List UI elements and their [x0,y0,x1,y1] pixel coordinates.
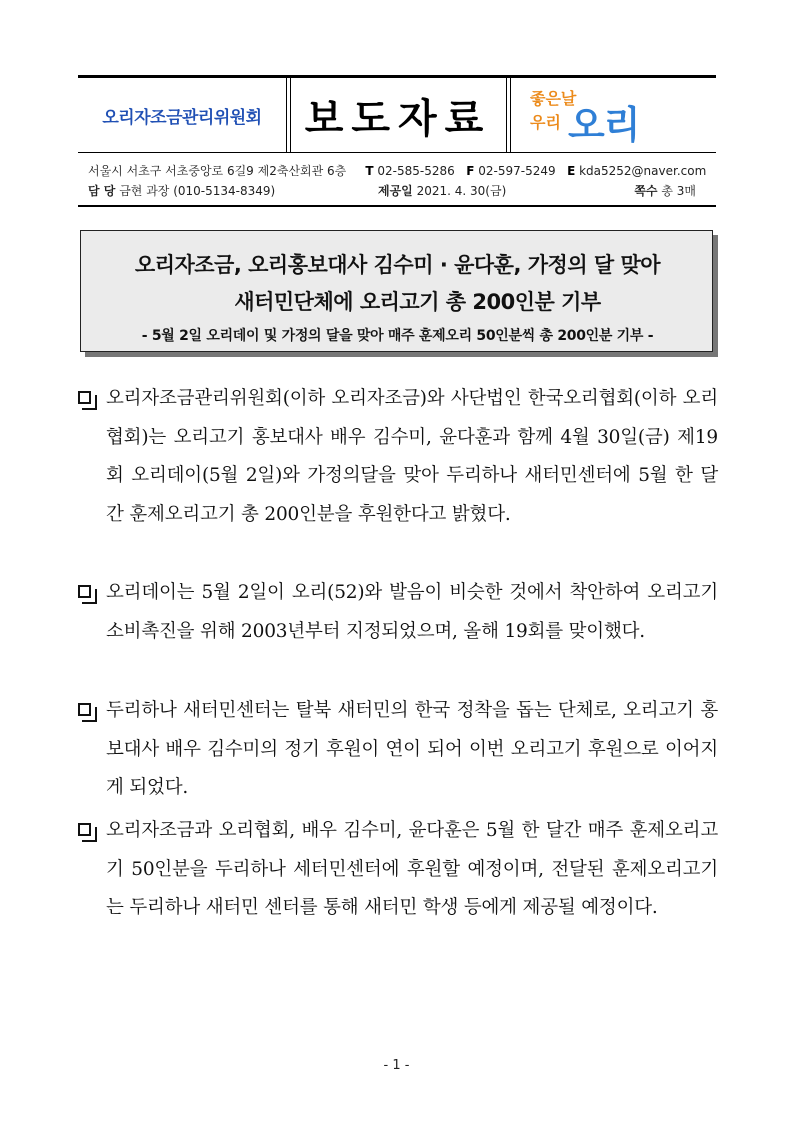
logo-text-small-1: 좋은날 [530,89,577,108]
tel-number: 02-585-5286 [377,164,455,178]
document-type-title: 보도자료 [304,95,492,142]
checkbox-bullet-icon [78,703,91,716]
fax-label: F [466,164,475,178]
paragraph-text: 오리자조금관리위원회(이하 오리자조금)와 사단법인 한국오리협회(이하 오리협회)는 오리고기 홍보대사 배우 김수미, 윤다훈과 함께 4월 30일(금) 제19회 오리데이(5월 2일)와 가정의달을 맞아 두리하나 새터민센터에 5월 한 달간 훈제오리고기 총 200인분을 후원한다고 밝혔다. [106,388,718,525]
manager-line [88,182,708,198]
subheadline: - 5월 2일 오리데이 및 가정의 달을 맞아 매주 훈제오리 50인분씩 총 200인분 기부 - [141,328,654,344]
address: 서울시 서초구 서초중앙로 6길9 제2축산회관 6층 [88,164,347,178]
page-count: 총 3매 [661,184,696,198]
headline-line-1: 오리자조금, 오리홍보대사 김수미 · 윤다훈, 가정의 달 맞아 [134,253,661,277]
body-paragraph-3 [78,692,718,810]
paragraph-text: 오리데이는 5월 2일이 오리(52)와 발음이 비슷한 것에서 착안하여 오리고기 소비촉진을 위해 2003년부터 지정되었으며, 올해 19회를 맞이했다. [106,582,718,642]
duck-brand-logo [510,78,716,152]
email-address: kda5252@naver.com [579,164,707,178]
headline-box [80,230,713,352]
body-paragraph-4 [78,812,718,972]
logo-text-small-2: 우리 [530,113,561,132]
release-date: 2021. 4. 30(금) [416,184,507,198]
body-paragraph-1 [78,380,718,575]
checkbox-bullet-icon [78,585,91,598]
body-paragraph-2 [78,574,718,692]
fax-number: 02-597-5249 [478,164,556,178]
checkbox-bullet-icon [78,823,91,836]
page-count-label: 쪽수 [634,184,658,198]
contact-line [88,162,708,179]
header-bottom-rule [78,205,716,207]
press-release-header [78,78,716,152]
manager-info: 금현 과장 (010-5134-8349) [119,184,276,198]
manager-label: 담 당 [88,184,116,198]
release-date-label: 제공일 [378,184,413,198]
paragraph-text: 두리하나 새터민센터는 탈북 새터민의 한국 정착을 돕는 단체로, 오리고기 홍보대사 배우 김수미의 정기 후원이 연이 되어 이번 오리고기 후원으로 이어지게 되었다. [106,700,718,798]
header-divider [78,152,716,153]
page-number: - 1 - [383,1058,410,1073]
paragraph-text: 오리자조금과 오리협회, 배우 김수미, 윤다훈은 5월 한 달간 매주 훈제오리고기 50인분을 두리하나 세터민센터에 후원할 예정이며, 전달된 훈제오리고기는 두리하나 새터민 센터를 통해 새터민 학생 등에게 제공될 예정이다. [106,820,718,918]
logo-text-big: 오리 [568,103,640,147]
organization-name: 오리자조금관리위원회 [102,107,262,128]
email-label: E [567,164,576,178]
headline-line-2: 새터민단체에 오리고기 총 200인분 기부 [234,290,601,314]
checkbox-bullet-icon [78,391,91,404]
tel-label: T [365,164,374,178]
